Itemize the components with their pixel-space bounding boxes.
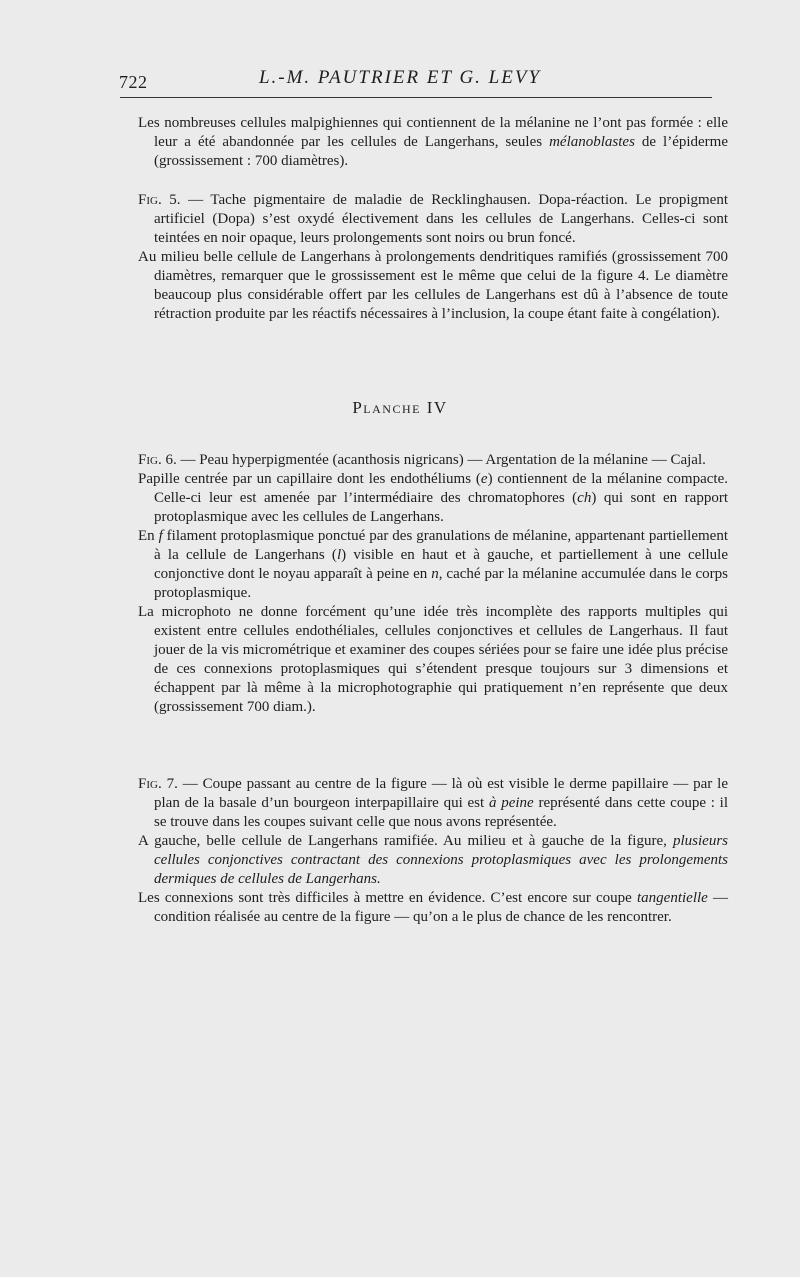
fig6-paragraph-3: La microphoto ne donne forcément qu’une idée très incomplète des rapports multiples qui existent entre cellules endothéliales, cellules conjonctives et cellules de Langerhaus. Il faut jouer de la vis micrométrique et examiner des coupes sériées pour se faire une idée plus précise de ces connexions protoplasmiques qui s’étendent presque toujours sur 3 dimensions et échappent par là même à la microphotographie qui pratiquement n’en représente que deux (grossissement 700 diam.). [138, 604, 728, 715]
fig7-p2-italic: tangentielle [637, 890, 708, 906]
fig6-p1-e: e [480, 471, 488, 487]
fig5-paragraph: Au milieu belle cellule de Langerhans à prolongements dendritiques ramifiés (grossissement 700 diamètres, remarquer que le grossissement est le même que celui de la figure 4. Le diamètre beaucoup plus considérable offert par les cellules de Langerhans est dû à l’absence de toute rétraction produite par les réactifs nécessaires à l’inclusion, la coupe étant faite à congélation). [138, 249, 728, 322]
fig7-paragraph-1 [138, 832, 728, 889]
fig6-block [138, 451, 728, 717]
running-head: L.-M. PAUTRIER ET G. LEVY [258, 67, 542, 88]
fig6-paragraph-1 [138, 470, 728, 527]
fig6-p1-a: Papille centrée par un capillaire dont les endothéliums ( [138, 471, 481, 487]
intro-paragraph [138, 114, 728, 171]
fig5-label: Fig. 5. [138, 192, 181, 208]
intro-italic: mélanoblastes [549, 134, 635, 150]
intro-text-1: Les nombreuses cellules malpighiennes qui contiennent de la mélanine ne l’ont pas formée : elle leur a été abandonnée par les cellules de Langerhans, seules [138, 115, 728, 150]
fig6-p1-c: ) qui sont en rapport protoplasmique avec les cellules de Langerhans. [154, 490, 728, 525]
fig6-p2-b: filament protoplasmique ponctué par des granulations de mélanine, appartenant partiellement à la cellule de Langerhans ( [154, 528, 728, 563]
fig6-p1-b: ) contiennent de la mélanine compacte. Celle-ci leur est amenée par l’intermédiaire des chromatophores ( [154, 471, 728, 506]
fig6-p2-n: n [431, 566, 439, 582]
fig6-label: Fig. 6. [138, 452, 177, 468]
fig6-p2-f: f [158, 528, 163, 544]
fig6-caption [138, 451, 728, 470]
fig7-block [138, 775, 728, 927]
fig7-p1-italic: plusieurs cellules conjonctives contractant des connexions protoplasmiques avec les prolongements dermiques de cellules de Langerhans. [154, 833, 728, 887]
intro-text-2: de l’épiderme (grossissement : 700 diamètres). [154, 134, 728, 169]
page-number: 722 [119, 72, 148, 92]
fig6-paragraph-2 [138, 527, 728, 603]
plate-title: Planche IV [352, 398, 448, 417]
fig7-caption-b: représenté dans cette coupe : il se trouve dans les coupes suivant celle que nous avons représentée. [154, 795, 729, 830]
fig6-caption-text: — Peau hyperpigmentée (acanthosis nigricans) — Argentation de la mélanine — Cajal. [176, 452, 706, 468]
fig7-p1-a: A gauche, belle cellule de Langerhans ramifiée. Au milieu et à gauche de la figure, [138, 833, 673, 849]
fig7-caption-a: — Coupe passant au centre de la figure — là où est visible le derme papillaire — par le plan de la basale d’un bourgeon interpapillaire qui est [154, 776, 728, 811]
fig7-caption [138, 775, 728, 832]
fig7-label: Fig. 7. [138, 776, 178, 792]
fig7-p2-a: Les connexions sont très difficiles à mettre en évidence. C’est encore sur coupe [138, 890, 638, 906]
fig6-p2-d: , caché par la mélanine accumulée dans le corps protoplasmique. [154, 566, 728, 601]
header-rule [120, 97, 712, 98]
fig7-paragraph-2 [138, 889, 728, 927]
fig7-caption-italic: à peine [488, 795, 534, 811]
fig5-block [138, 191, 728, 324]
fig6-p2-a: En [138, 528, 159, 544]
intro-block [138, 114, 728, 171]
fig6-p2-c: ) visible en haut et à gauche, et partiellement à une cellule conjonctive dont le noyau apparaît à peine en [154, 547, 728, 582]
fig7-p2-b: — condition réalisée au centre de la figure — qu’on a le plus de chance de les rencontrer. [154, 890, 729, 925]
fig6-p2-l: l [336, 547, 342, 563]
fig5-caption-text: — Tache pigmentaire de maladie de Recklinghausen. Dopa-réaction. Le propigment artificiel (Dopa) s’est oxydé électivement dans les cellules de Langerhans. Celles-ci sont teintées en noir opaque, leurs prolongements sont noirs ou brun foncé. [154, 192, 728, 246]
fig6-p1-ch: ch [577, 490, 592, 506]
fig5-caption [138, 191, 728, 248]
